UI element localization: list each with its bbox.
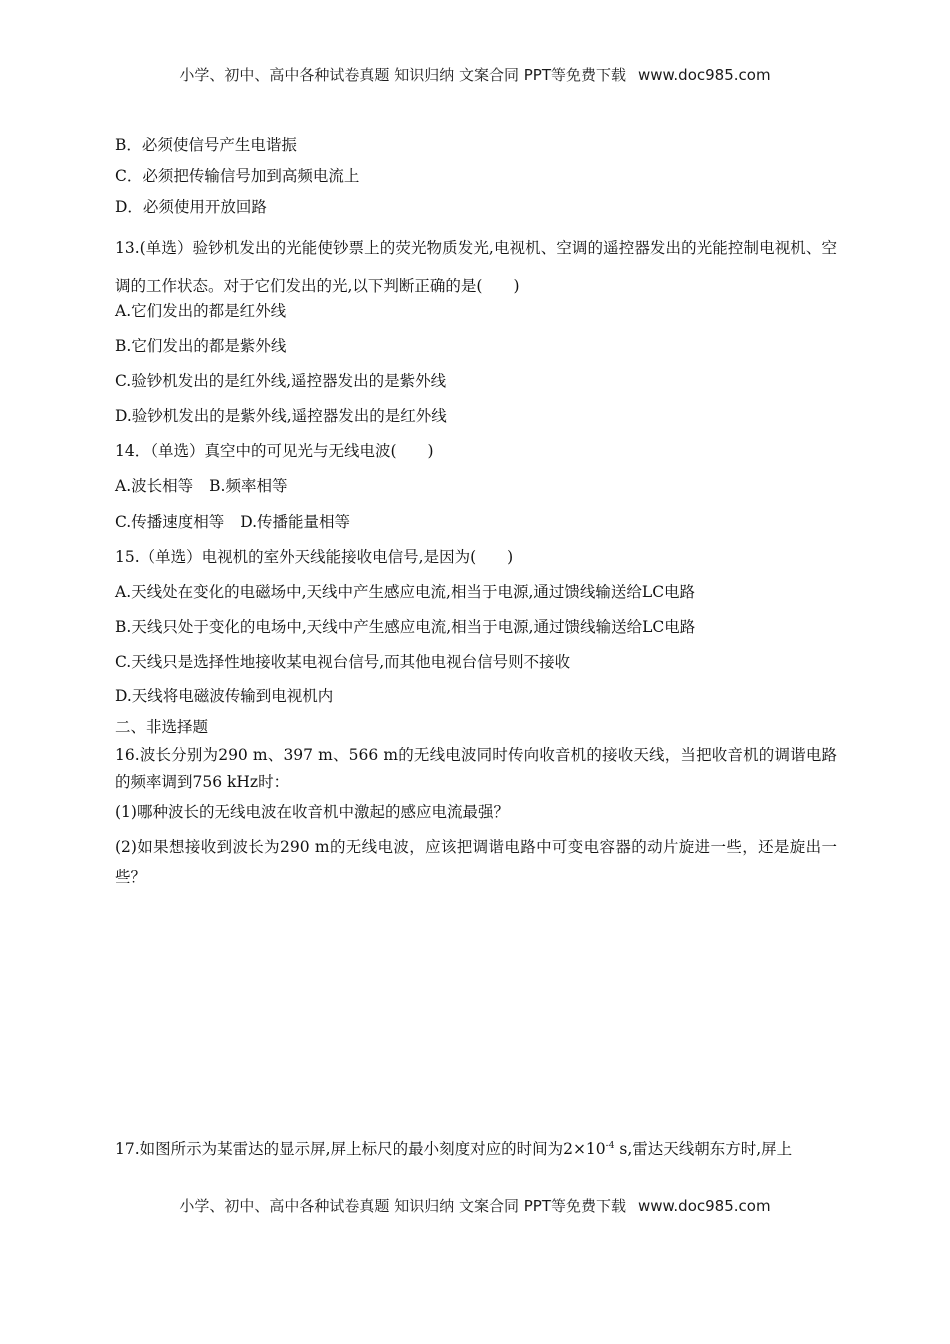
- q13-stem: 13.(单选）验钞机发出的光能使钞票上的荧光物质发光,电视机、空调的遥控器发出的光能控制电视机、空调的工作状态。对于它们发出的光,以下判断正确的是( ): [115, 239, 837, 295]
- q14-option-c: C.传播速度相等: [115, 513, 225, 531]
- q14-options-row2: [115, 512, 350, 533]
- footer-site-link[interactable]: www.doc985.com: [637, 1197, 771, 1215]
- q17-stem-post: s,雷达天线朝东方时,屏上: [614, 1140, 793, 1158]
- q15-option-d: D.天线将电磁波传输到电视机内: [115, 687, 334, 705]
- q17-stem-pre: 17.如图所示为某雷达的显示屏,屏上标尺的最小刻度对应的时间为2×10: [115, 1140, 606, 1158]
- header-text: 小学、初中、高中各种试卷真题 知识归纳 文案合同 PPT等免费下载: [179, 66, 626, 84]
- q14-option-a: A.波长相等: [115, 477, 194, 495]
- q13-option-b: B.它们发出的都是紫外线: [115, 337, 287, 355]
- q12-option-d: D．必须使用开放回路: [115, 198, 267, 216]
- q15-stem: 15.（单选）电视机的室外天线能接收电信号,是因为( ): [115, 548, 514, 566]
- q17-exponent: -4: [605, 1141, 615, 1151]
- header-site-link[interactable]: www.doc985.com: [637, 66, 771, 84]
- q17-stem: [115, 1139, 792, 1160]
- section-heading: 二、非选择题: [115, 718, 209, 736]
- q14-stem: 14．（单选）真空中的可见光与无线电波( ): [115, 442, 434, 460]
- q14-option-b: B.频率相等: [209, 477, 288, 495]
- q13-option-c: C.验钞机发出的是红外线,遥控器发出的是紫外线: [115, 372, 447, 390]
- page-footer: [0, 1195, 950, 1216]
- q12-option-c: C．必须把传输信号加到高频电流上: [115, 167, 360, 185]
- q16-subquestion-1: (1)哪种波长的无线电波在收音机中激起的感应电流最强？: [115, 803, 509, 821]
- q15-option-b: B.天线只处于变化的电场中,天线中产生感应电流,相当于电源,通过馈线输送给LC电路: [115, 618, 696, 636]
- q15-option-a: A.天线处在变化的电磁场中,天线中产生感应电流,相当于电源,通过馈线输送给LC电路: [115, 583, 696, 601]
- q14-options-row1: [115, 476, 287, 497]
- q14-option-d: D.传播能量相等: [240, 513, 351, 531]
- footer-text: 小学、初中、高中各种试卷真题 知识归纳 文案合同 PPT等免费下载: [179, 1197, 626, 1215]
- q16-subquestion-2: (2)如果想接收到波长为290 m的无线电波，应该把调谐电路中可变电容器的动片旋进一些，还是旋出一些？: [115, 838, 837, 886]
- q15-option-c: C.天线只是选择性地接收某电视台信号,而其他电视台信号则不接收: [115, 653, 571, 671]
- q13-option-d: D.验钞机发出的是紫外线,遥控器发出的是红外线: [115, 407, 447, 425]
- page-header: [0, 64, 950, 85]
- q13-option-a: A.它们发出的都是红外线: [115, 302, 287, 320]
- q16-stem: 16.波长分别为290 m、397 m、566 m的无线电波同时传向收音机的接收天线，当把收音机的调谐电路的频率调到756 kHz时：: [115, 746, 837, 791]
- q12-option-b: B．必须使信号产生电谐振: [115, 136, 297, 154]
